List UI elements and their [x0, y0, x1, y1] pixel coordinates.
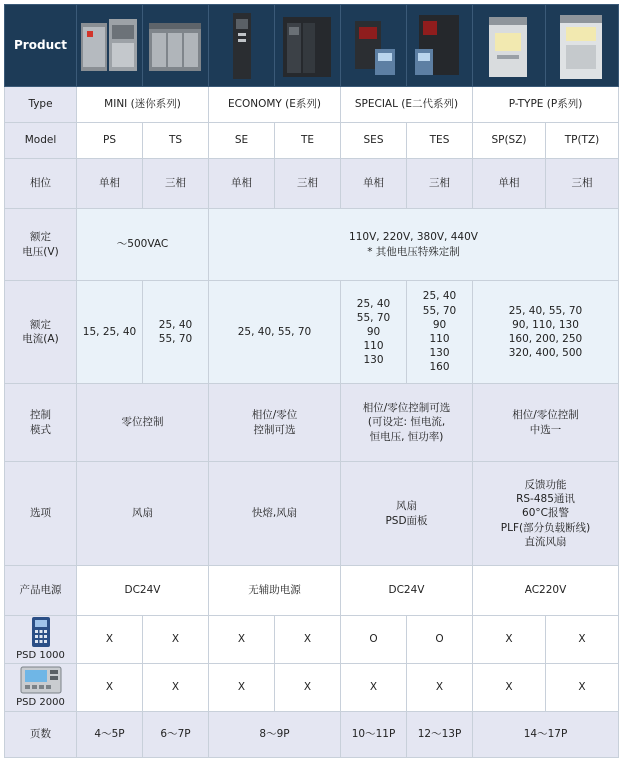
psd1000-te: X [275, 616, 341, 664]
options-ptype-line-2: RS-485通讯 [516, 493, 575, 506]
current-ps: 15, 25, 40 [77, 281, 143, 384]
voltage-label-line-1: 额定 [30, 231, 51, 244]
model-tes: TES [407, 123, 473, 159]
type-row [5, 87, 619, 123]
phase-te: 三相 [275, 159, 341, 209]
control-special [341, 384, 473, 462]
current-ts-line-1: 25, 40 [158, 318, 193, 331]
options-special [341, 462, 473, 566]
model-ses: SES [341, 123, 407, 159]
voltage-others [209, 209, 619, 281]
control-ptype-line-1: 相位/零位控制 [512, 409, 579, 422]
psd2000-caption: PSD 2000 [16, 697, 65, 709]
phase-se: 单相 [209, 159, 275, 209]
psd1000-ts: X [143, 616, 209, 664]
psd2000-sp: X [473, 664, 546, 712]
options-economy: 快熔,风扇 [209, 462, 341, 566]
economy-te-unit-image [275, 5, 341, 87]
options-special-line-2: PSD面板 [385, 514, 428, 527]
current-label-line-2: 电流(A) [22, 333, 59, 345]
control-mini: 零位控制 [77, 384, 209, 462]
psd2000-se: X [209, 664, 275, 712]
ptype-sp-unit-graphic [473, 9, 543, 83]
control-special-line-1: 相位/零位控制可选 [362, 402, 451, 415]
pages-ptype: 14～17P [473, 712, 619, 758]
pages-label: 页数 [5, 712, 77, 758]
type-special: SPECIAL (E二代系列) [341, 87, 473, 123]
type-economy: ECONOMY (E系列) [209, 87, 341, 123]
current-tes-line-5: 130 [429, 347, 450, 360]
phase-row [5, 159, 619, 209]
special-ses-unit-graphic [341, 9, 405, 83]
psd1000-caption: PSD 1000 [16, 650, 65, 662]
economy-se-unit-image [209, 5, 275, 87]
current-tes-line-2: 55, 70 [422, 304, 457, 317]
psd2000-ps: X [77, 664, 143, 712]
psd2000-tes: X [407, 664, 473, 712]
voltage-label-line-2: 电压(V) [22, 245, 59, 258]
mini-ts-unit-graphic [143, 11, 207, 81]
voltage-others-line-2: * 其他电压特殊定制 [367, 245, 460, 258]
pages-ts: 6～7P [143, 712, 209, 758]
current-ses-line-2: 55, 70 [356, 311, 391, 324]
psd1000-row [5, 616, 619, 664]
psd1000-tes: O [407, 616, 473, 664]
ptype-sp-unit-image [473, 5, 546, 87]
control-economy-line-2: 控制可选 [253, 423, 296, 436]
pages-economy: 8～9P [209, 712, 341, 758]
pages-ps: 4～5P [77, 712, 143, 758]
current-tes-line-6: 160 [429, 361, 450, 374]
current-ses-line-1: 25, 40 [356, 297, 391, 310]
power-special: DC24V [341, 566, 473, 616]
control-label-line-2: 模式 [30, 423, 51, 436]
psd1000-ses: O [341, 616, 407, 664]
power-row [5, 566, 619, 616]
current-ptype-line-2: 90, 110, 130 [512, 318, 579, 331]
current-ptype-line-3: 160, 200, 250 [508, 333, 583, 345]
options-ptype-line-5: 直流风扇 [524, 535, 567, 548]
mini-ps-unit-graphic [77, 11, 141, 81]
options-ptype [473, 462, 619, 566]
options-label: 选项 [5, 462, 77, 566]
psd1000-label [5, 616, 77, 664]
power-ptype: AC220V [473, 566, 619, 616]
psd2000-tp: X [546, 664, 619, 712]
voltage-row [5, 209, 619, 281]
phase-label: 相位 [5, 159, 77, 209]
current-label-line-1: 额定 [30, 318, 51, 331]
type-mini: MINI (迷你系列) [77, 87, 209, 123]
current-ses-line-5: 130 [363, 354, 384, 367]
power-mini: DC24V [77, 566, 209, 616]
product-comparison-table [4, 4, 619, 758]
voltage-others-line-1: 110V, 220V, 380V, 440V [349, 231, 478, 244]
control-special-line-3: 恒电压, 恒功率) [369, 430, 444, 443]
control-label [5, 384, 77, 462]
pages-ses: 10～11P [341, 712, 407, 758]
current-tes-line-3: 90 [432, 318, 447, 331]
type-label: Type [5, 87, 77, 123]
phase-ses: 单相 [341, 159, 407, 209]
current-ses-line-3: 90 [366, 325, 381, 338]
psd1000-sp: X [473, 616, 546, 664]
product-header-label: Product [5, 5, 77, 87]
psd2000-panel-icon [19, 665, 63, 695]
phase-tes: 三相 [407, 159, 473, 209]
control-row [5, 384, 619, 462]
current-economy: 25, 40, 55, 70 [209, 281, 341, 384]
control-ptype [473, 384, 619, 462]
control-label-line-1: 控制 [30, 409, 51, 422]
economy-se-unit-graphic [209, 9, 273, 83]
control-special-line-2: (可设定: 恒电流, [367, 416, 446, 429]
options-mini: 风扇 [77, 462, 209, 566]
model-row [5, 123, 619, 159]
options-special-line-1: 风扇 [396, 500, 417, 513]
current-ses [341, 281, 407, 384]
model-ts: TS [143, 123, 209, 159]
model-se: SE [209, 123, 275, 159]
model-label: Model [5, 123, 77, 159]
current-ts [143, 281, 209, 384]
mini-ps-unit-image [77, 5, 143, 87]
psd1000-panel-icon [26, 616, 56, 648]
voltage-mini: ～500VAC [77, 209, 209, 281]
current-tes-line-4: 110 [429, 333, 450, 345]
current-ptype-line-4: 320, 400, 500 [508, 347, 583, 360]
psd2000-row [5, 664, 619, 712]
economy-te-unit-graphic [275, 9, 339, 83]
phase-sp: 单相 [473, 159, 546, 209]
current-tes [407, 281, 473, 384]
psd1000-tp: X [546, 616, 619, 664]
mini-ts-unit-image [143, 5, 209, 87]
control-ptype-line-2: 中选一 [529, 423, 562, 436]
phase-ts: 三相 [143, 159, 209, 209]
psd1000-ps: X [77, 616, 143, 664]
model-sp: SP(SZ) [473, 123, 546, 159]
psd2000-label [5, 664, 77, 712]
psd2000-ses: X [341, 664, 407, 712]
special-tes-unit-graphic [407, 9, 471, 83]
special-tes-unit-image [407, 5, 473, 87]
pages-tes: 12～13P [407, 712, 473, 758]
current-ptype [473, 281, 619, 384]
header-row [5, 5, 619, 87]
model-tp: TP(TZ) [546, 123, 619, 159]
options-ptype-line-4: PLF(部分负载断线) [500, 521, 591, 534]
ptype-tp-unit-graphic [546, 9, 616, 83]
power-economy: 无辅助电源 [209, 566, 341, 616]
options-ptype-line-3: 60°C报警 [522, 507, 569, 520]
current-tes-line-1: 25, 40 [422, 290, 457, 303]
current-label [5, 281, 77, 384]
current-ptype-line-1: 25, 40, 55, 70 [508, 304, 583, 317]
phase-ps: 单相 [77, 159, 143, 209]
model-ps: PS [77, 123, 143, 159]
psd1000-se: X [209, 616, 275, 664]
current-ses-line-4: 110 [363, 340, 384, 353]
ptype-tp-unit-image [546, 5, 619, 87]
phase-tp: 三相 [546, 159, 619, 209]
options-row [5, 462, 619, 566]
control-economy [209, 384, 341, 462]
control-economy-line-1: 相位/零位 [251, 409, 298, 422]
model-te: TE [275, 123, 341, 159]
current-row [5, 281, 619, 384]
product-comparison-table-wrapper [4, 4, 618, 758]
special-ses-unit-image [341, 5, 407, 87]
options-ptype-line-1: 反馈功能 [524, 479, 567, 492]
type-ptype: P-TYPE (P系列) [473, 87, 619, 123]
power-label: 产品电源 [5, 566, 77, 616]
pages-row [5, 712, 619, 758]
current-ts-line-2: 55, 70 [158, 333, 193, 345]
psd2000-ts: X [143, 664, 209, 712]
psd2000-te: X [275, 664, 341, 712]
voltage-label [5, 209, 77, 281]
